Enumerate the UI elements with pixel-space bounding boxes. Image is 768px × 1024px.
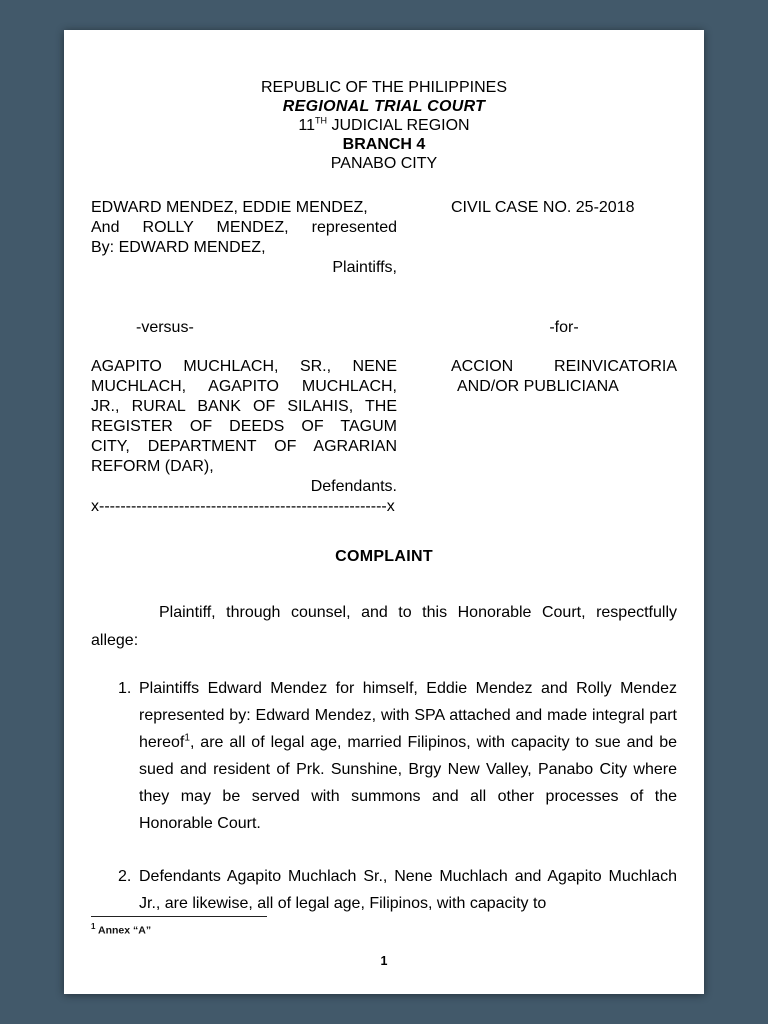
defendant-names-line: REFORM (DAR),	[91, 458, 214, 475]
for-label: -for-	[549, 319, 579, 336]
defendant-names-line: REGISTER OF DEEDS OF TAGUM	[91, 418, 397, 435]
caption-separator: x------------------------------------------------------x	[91, 498, 395, 515]
caption-spacer	[451, 497, 677, 517]
heading-region	[91, 116, 677, 135]
plaintiff-names-line: And ROLLY MENDEZ, represented	[91, 219, 397, 236]
footnote-text: Annex “A”	[97, 924, 152, 936]
action-title-line: ACCION REINVICATORIA	[451, 358, 677, 375]
heading-city: PANABO CITY	[330, 155, 438, 172]
footnote-divider	[91, 916, 267, 917]
footnote-area	[91, 916, 267, 937]
defendant-names	[91, 338, 397, 477]
plaintiff-names	[91, 198, 397, 258]
court-heading	[91, 78, 677, 173]
plaintiff-names-line: By: EDWARD MENDEZ,	[91, 239, 266, 256]
defendant-names-line: MUCHLACH, AGAPITO MUCHLACH,	[91, 378, 397, 395]
case-caption	[91, 198, 677, 517]
list-item-2	[91, 863, 677, 917]
allegations-list	[91, 675, 677, 917]
heading-branch: BRANCH 4	[342, 136, 426, 153]
item-text: Plaintiffs Edward Mendez for himself, Eddie Mendez and Rolly Mendez represented by: Edward Mendez, with SPA attached and made integral part hereof	[139, 680, 677, 751]
item-number: 2.	[118, 868, 132, 885]
item-text: , are all of legal age, married Filipinos, with capacity to sue and be sued and resident of Prk. Sunshine, Brgy New Valley, Panabo City where they may be served with summons and all other processes of the Honorable Court.	[139, 734, 677, 832]
document-page	[64, 30, 704, 994]
plaintiff-names-line: EDWARD MENDEZ, EDDIE MENDEZ,	[91, 199, 368, 216]
footnote	[91, 922, 267, 937]
plaintiffs-label: Plaintiffs,	[332, 259, 397, 276]
action-title	[451, 338, 677, 477]
region-number: 11	[298, 117, 316, 134]
intro-paragraph: Plaintiff, through counsel, and to this Honorable Court, respectfully allege:	[91, 604, 677, 649]
heading-court: REGIONAL TRIAL COURT	[282, 98, 486, 115]
page-number: 1	[380, 954, 388, 968]
defendant-names-line: JR., RURAL BANK OF SILAHIS, THE	[91, 398, 397, 415]
list-item-1	[91, 675, 677, 837]
caption-spacer	[451, 477, 677, 497]
footnote-marker: 1	[91, 921, 96, 931]
footnote-reference: 1	[184, 732, 190, 744]
document-title: COMPLAINT	[335, 548, 433, 565]
heading-republic: REPUBLIC OF THE PHILIPPINES	[261, 79, 507, 96]
defendants-label: Defendants.	[310, 478, 397, 495]
caption-spacer	[451, 258, 677, 278]
region-ordinal: TH	[315, 115, 328, 126]
defendant-names-line: AGAPITO MUCHLACH, SR., NENE	[91, 358, 397, 375]
region-text: JUDICIAL REGION	[331, 117, 470, 134]
case-number: CIVIL CASE NO. 25-2018	[451, 199, 635, 216]
defendant-names-line: CITY, DEPARTMENT OF AGRARIAN	[91, 438, 397, 455]
versus-label: -versus-	[136, 319, 194, 336]
item-text: Defendants Agapito Muchlach Sr., Nene Muchlach and Agapito Muchlach Jr., are likewise, all of legal age, Filipinos, with capacity to	[139, 868, 677, 912]
action-title-line: AND/OR PUBLICIANA	[457, 378, 619, 395]
item-number: 1.	[118, 680, 132, 697]
